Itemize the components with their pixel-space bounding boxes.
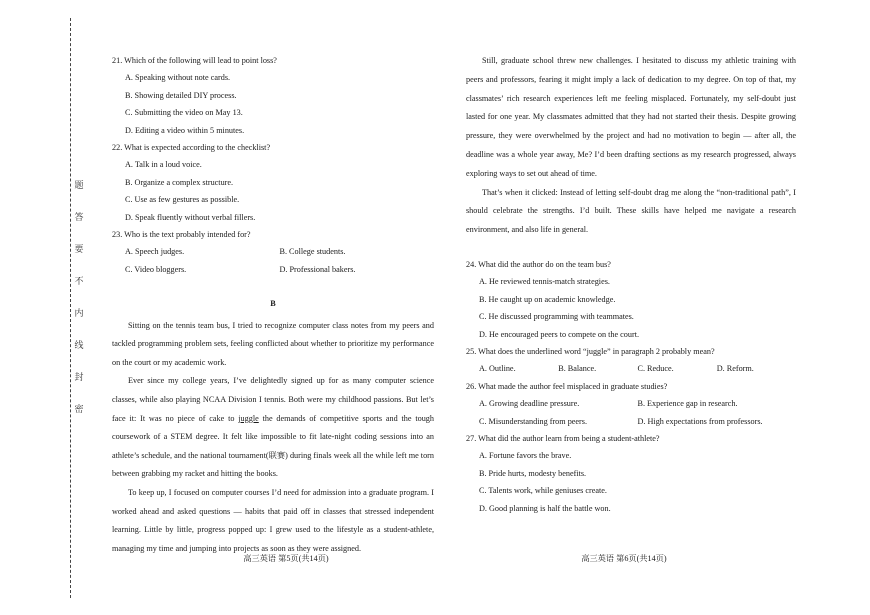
question-26-options-row-1 — [466, 395, 796, 412]
question-24-option-d: D. He encouraged peers to compete on the court. — [479, 329, 640, 339]
question-23-option-d: D. Professional bakers. — [279, 264, 356, 274]
question-27-option-b: B. Pride hurts, modesty benefits. — [479, 468, 587, 478]
question-26-stem: 26. What made the author feel misplaced in graduate studies? — [466, 381, 668, 391]
seal-line-characters — [72, 180, 86, 414]
question-23-options-row-1 — [112, 243, 434, 260]
question-25-option-d: D. Reform. — [716, 364, 754, 374]
question-24-option-c: C. He discussed programming with teammates. — [479, 312, 634, 322]
binding-dashed-line — [70, 18, 71, 598]
passage-paragraph-2: Ever since my college years, I’ve delightedly signed up for as many computer science classes, while also playing NCAA Division I tennis. Both were my childhood passions. But let’s face it: It was no piece of cake to juggle the demands of competitive sports and the tough coursework of a STEM degree. It felt like impossible to fit late-night coding sessions into an athlete’s schedule, and the national tournament(联赛) during finals week all the while left me torn between grabbing my racket and hitting the books. — [112, 376, 434, 479]
question-26-option-a: A. Growing deadline pressure. — [479, 399, 580, 409]
question-21-stem: 21. Which of the following will lead to point loss? — [112, 56, 277, 65]
question-22-option-d: D. Speak fluently without verbal fillers. — [125, 212, 256, 222]
right-page-column — [466, 52, 796, 517]
passage-paragraph-4: Still, graduate school threw new challenges. I hesitated to discuss my athletic training with peers and professors, fearing it might imply a lack of dedication to my degree. On top of that, my classmates’ rich research experiences left me feeling misplaced. Fortunately, my self-doubt just lasted for one year. My classmates admitted that they had not started their thesis. Despite growing pressure, they were overwhelmed by the project and had no motivation to begin — after all, the deadline was a whole year away, Me? I’d been drafting sections as my research progressed, always exploring ways to set out ahead of time. — [466, 56, 796, 178]
question-26-option-c: C. Misunderstanding from peers. — [479, 416, 588, 426]
seal-char: 题 — [74, 180, 84, 190]
question-21-option-d: D. Editing a video within 5 minutes. — [125, 125, 245, 135]
question-27-option-c: C. Talents work, while geniuses create. — [479, 486, 607, 496]
page-footer-right: 高三英语 第6页(共14页) — [581, 554, 667, 563]
question-25-option-b: B. Balance. — [558, 364, 597, 374]
question-22-option-b: B. Organize a complex structure. — [125, 177, 234, 187]
question-27-option-d: D. Good planning is half the battle won. — [479, 503, 611, 513]
page-footer-left: 高三英语 第5页(共14页) — [243, 554, 329, 563]
question-26-option-d: D. High expectations from professors. — [637, 416, 763, 426]
question-24-option-a: A. He reviewed tennis-match strategies. — [479, 277, 610, 287]
question-27-option-a: A. Fortune favors the brave. — [479, 451, 572, 461]
passage-paragraph-3: To keep up, I focused on computer courses I’d need for admission into a graduate program. I worked ahead and asked questions — habits that paid off in classes that stressed independent learning. Little by little, progress popped up: I grew used to the lifestyle as a student-athlete, managing my time and jumping into projects as soon as they were assigned. — [112, 488, 434, 553]
passage-paragraph-5: That’s when it clicked: Instead of letting self-doubt drag me along the “non-traditional path”, I should celebrate the strengths. I’d built. These skills have helped me navigate a research environment, and also life in general. — [466, 187, 796, 235]
question-21-option-c: C. Submitting the video on May 13. — [125, 108, 243, 118]
question-23-stem: 23. Who is the text probably intended for? — [112, 230, 251, 240]
seal-char: 不 — [74, 276, 84, 286]
question-25-option-a: A. Outline. — [479, 364, 516, 374]
seal-char: 内 — [74, 308, 84, 318]
question-26-options-row-2 — [466, 413, 796, 430]
question-24-stem: 24. What did the author do on the team bus? — [466, 259, 611, 269]
left-page-column — [112, 52, 434, 558]
question-22-option-a: A. Talk in a loud voice. — [125, 160, 202, 170]
question-23-options-row-2 — [112, 261, 434, 278]
question-26-option-b: B. Experience gap in research. — [637, 399, 738, 409]
question-21-option-b: B. Showing detailed DIY process. — [125, 90, 237, 100]
question-23-option-c: C. Video bloggers. — [125, 264, 187, 274]
question-22-option-c: C. Use as few gestures as possible. — [125, 195, 240, 205]
question-23-option-b: B. College students. — [279, 247, 346, 257]
seal-char: 封 — [74, 372, 84, 382]
passage-paragraph-1: Sitting on the tennis team bus, I tried to recognize computer class notes from my peers and tackled programming problem sets, feeling conflicted about whether to prioritize my performance on the court or my academic work. — [112, 320, 434, 367]
question-23-option-a: A. Speech judges. — [125, 247, 185, 257]
question-24-option-b: B. He caught up on academic knowledge. — [479, 294, 616, 304]
question-22-stem: 22. What is expected according to the checklist? — [112, 143, 271, 153]
seal-char: 要 — [74, 244, 84, 254]
seal-char: 线 — [74, 340, 84, 350]
question-25-stem: 25. What does the underlined word “juggle” in paragraph 2 probably mean? — [466, 347, 715, 356]
seal-char: 答 — [74, 212, 84, 222]
question-21-option-a: A. Speaking without note cards. — [125, 73, 231, 83]
question-27-stem: 27. What did the author learn from being a student-athlete? — [466, 434, 660, 444]
seal-char: 密 — [74, 404, 84, 414]
question-25-option-c: C. Reduce. — [637, 364, 674, 374]
underlined-word-juggle: juggle — [238, 413, 259, 423]
section-b-title: B — [270, 299, 276, 309]
question-25-options-row — [466, 360, 796, 377]
